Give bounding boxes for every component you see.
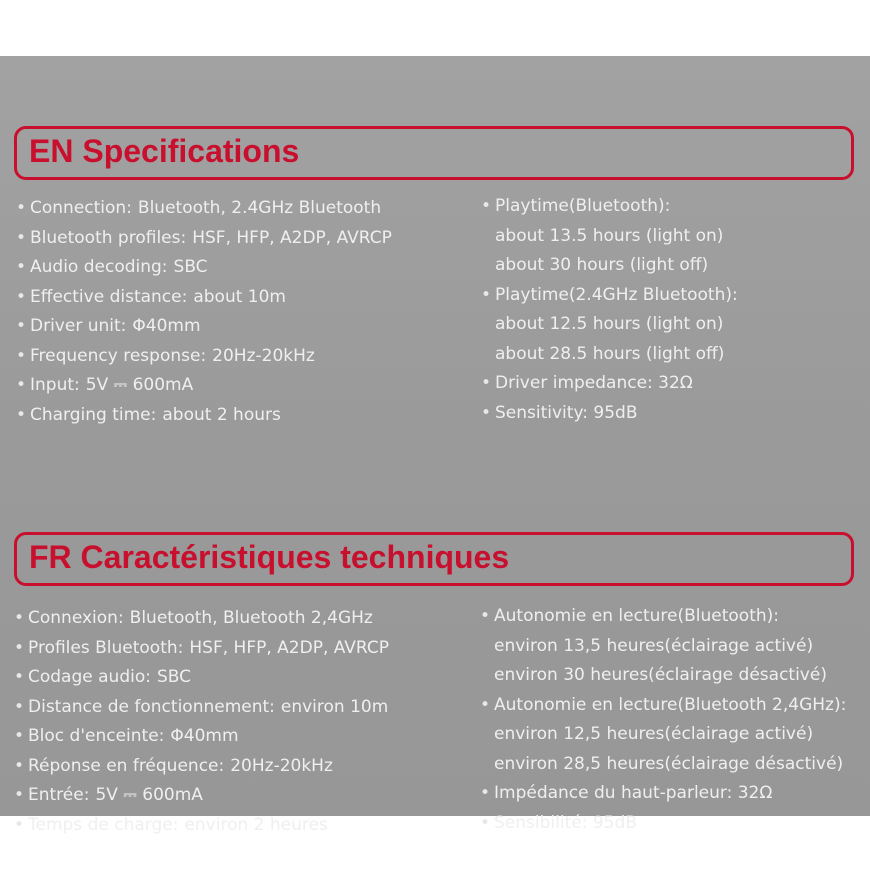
spec-label: Input: [30,375,80,395]
spec-value: 20Hz-20kHz [230,755,333,776]
spec-item [16,401,392,431]
spec-item [480,691,846,721]
spec-item [481,281,738,311]
spec-text: environ 28,5 heures(éclairage désactivé) [494,753,844,774]
spec-item [14,693,389,723]
spec-item [16,253,392,283]
spec-item-continuation [480,632,846,662]
spec-item [14,634,389,664]
bullet-icon: • [16,286,27,307]
bullet-icon: • [14,696,25,717]
fr-right-list [480,602,846,838]
bullet-icon: • [14,755,25,776]
spec-item [14,781,389,811]
bullet-icon: • [16,375,27,395]
bullet-icon: • [14,814,25,835]
spec-value: Bluetooth, Bluetooth 2,4GHz [129,608,373,628]
en-right-list [481,192,738,428]
spec-item [16,371,392,401]
spec-item [16,342,392,372]
spec-text: about 13.5 hours (light on) [495,225,724,246]
bullet-icon: • [16,316,27,336]
spec-item-continuation [480,661,846,691]
bullet-icon: • [16,345,27,366]
bullet-icon: • [14,785,25,805]
spec-value: HSF, HFP, A2DP, AVRCP [189,637,390,658]
spec-text: Sensibilité: 95dB [494,812,637,833]
spec-item [480,809,846,839]
spec-value: 5V ⎓ 600mA [95,785,203,805]
spec-label: Connexion: [28,608,124,628]
spec-item [16,224,392,254]
en-left-list [16,194,392,430]
spec-text: Driver impedance: 32Ω [495,373,693,393]
bullet-icon: • [480,606,491,626]
en-title-box [14,126,854,180]
spec-item-continuation [481,340,738,370]
spec-value: about 10m [193,286,286,307]
spec-item [14,663,389,693]
spec-item [14,604,389,634]
spec-value: Bluetooth, 2.4GHz Bluetooth [137,198,382,218]
spec-item-continuation [481,222,738,252]
spec-text: Playtime(2.4GHz Bluetooth): [495,284,738,305]
spec-item [14,811,389,841]
spec-label: Codage audio: [28,667,151,687]
spec-item-continuation [480,720,846,750]
bullet-icon: • [16,198,27,218]
spec-value: Φ40mm [170,726,239,746]
spec-label: Entrée: [28,785,90,805]
spec-text: Playtime(Bluetooth): [495,196,671,216]
spec-panel [0,56,870,835]
spec-value: SBC [156,667,191,687]
spec-item-continuation [480,750,846,780]
bullet-icon: • [480,783,491,803]
spec-item [480,602,846,632]
spec-value: SBC [173,257,208,277]
spec-label: Charging time: [30,404,157,425]
spec-label: Frequency response: [30,345,207,366]
spec-label: Réponse en fréquence: [28,755,225,776]
en-title: EN Specifications [29,133,300,169]
spec-item [481,192,738,222]
fr-title: FR Caractéristiques techniques [29,539,510,575]
bullet-icon: • [16,227,27,248]
spec-value: HSF, HFP, A2DP, AVRCP [192,227,392,248]
spec-text: about 28.5 hours (light off) [495,343,725,364]
spec-value: Φ40mm [132,316,201,336]
bullet-icon: • [481,284,492,305]
spec-text: Sensitivity: 95dB [495,402,638,423]
spec-text: Impédance du haut-parleur: 32Ω [494,783,773,803]
spec-label: Driver unit: [30,316,127,336]
spec-item [481,399,738,429]
spec-item [481,369,738,399]
fr-title-box [14,532,854,586]
spec-label: Bluetooth profiles: [30,227,187,248]
spec-text: environ 30 heures(éclairage désactivé) [494,665,827,685]
bullet-icon: • [16,257,27,277]
spec-item [480,779,846,809]
bullet-icon: • [16,404,27,425]
spec-value: environ 10m [280,696,389,717]
spec-value: environ 2 heures [184,814,328,835]
spec-label: Audio decoding: [30,257,168,277]
spec-label: Distance de fonctionnement: [28,696,275,717]
spec-text: Autonomie en lecture(Bluetooth 2,4GHz): [494,694,847,715]
spec-label: Effective distance: [30,286,188,307]
spec-value: 20Hz-20kHz [212,345,315,366]
spec-item-continuation [481,310,738,340]
bullet-icon: • [14,608,25,628]
spec-text: about 12.5 hours (light on) [495,314,724,334]
spec-text: Autonomie en lecture(Bluetooth): [494,606,779,626]
spec-label: Temps de charge: [28,814,179,835]
bullet-icon: • [480,694,491,715]
spec-text: about 30 hours (light off) [495,255,709,275]
spec-text: environ 13,5 heures(éclairage activé) [494,635,814,656]
spec-item [16,194,392,224]
bullet-icon: • [481,373,492,393]
bullet-icon: • [14,637,25,658]
bullet-icon: • [481,402,492,423]
spec-value: 5V ⎓ 600mA [85,375,194,395]
spec-label: Bloc d'enceinte: [28,726,165,746]
spec-value: about 2 hours [162,404,281,425]
bullet-icon: • [481,196,492,216]
spec-item [16,312,392,342]
spec-label: Profiles Bluetooth: [28,637,184,658]
spec-text: environ 12,5 heures(éclairage activé) [494,724,814,744]
bullet-icon: • [14,726,25,746]
bullet-icon: • [480,812,491,833]
spec-item [16,283,392,313]
spec-item [14,752,389,782]
bullet-icon: • [14,667,25,687]
spec-label: Connection: [30,198,132,218]
spec-item-continuation [481,251,738,281]
spec-item [14,722,389,752]
fr-left-list [14,604,389,840]
